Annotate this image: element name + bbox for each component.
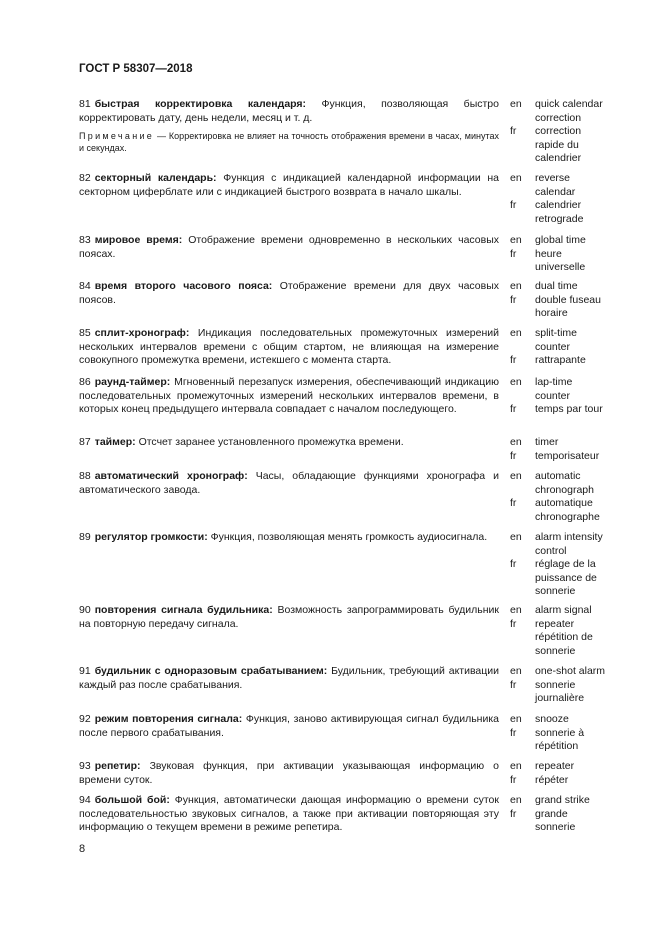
lang-en: en: [510, 794, 522, 806]
term-name: мировое время:: [94, 234, 183, 246]
english-equivalent: dual time: [535, 280, 578, 292]
term-definition: [79, 760, 499, 787]
term-definition: [79, 327, 499, 368]
english-equivalent: split-time: [535, 327, 578, 339]
french-equivalent: calendrier: [535, 152, 582, 165]
term-definition: [79, 376, 499, 417]
french-equivalent: retrograde: [535, 212, 584, 225]
english-equivalent: automatic: [535, 470, 581, 482]
english-equivalent: reverse: [535, 172, 571, 184]
term-text: Функция, позволяющая быстро корректировать дату, день недели, месяц и т. д.: [79, 98, 499, 124]
term-number: 83: [79, 234, 91, 246]
french-equivalent: sonnerie: [535, 644, 576, 657]
lang-fr: fr: [510, 247, 517, 260]
term-name: репетир:: [94, 760, 141, 772]
french-equivalent: heure: [535, 247, 562, 260]
english-equivalent: repeater: [535, 760, 575, 772]
lang-en: en: [510, 327, 522, 339]
english-equivalent: control: [535, 544, 567, 557]
term-name: время второго часового пояса:: [94, 280, 273, 292]
term-number: 86: [79, 376, 91, 388]
lang-fr: fr: [510, 617, 517, 630]
french-equivalent: réglage de la: [535, 558, 596, 571]
french-equivalent: journalière: [535, 692, 585, 705]
term-name: быстрая корректировка календаря:: [94, 98, 307, 110]
term-number: 90: [79, 604, 91, 616]
french-equivalent: chronographe: [535, 510, 600, 523]
english-equivalent: global time: [535, 234, 586, 246]
term-text: Отображение времени одновременно в нескольких часовых поясах.: [79, 234, 499, 260]
lang-fr: fr: [510, 354, 517, 367]
page-number: 8: [79, 843, 86, 855]
french-equivalent: rattrapante: [535, 354, 586, 367]
term-text: Индикация последовательных промежуточных измерений нескольких интервалов времени с общим стартом, не влияющая на измерение совокупного промежутка времени, истекшего с момента старта.: [79, 327, 499, 367]
term-name: большой бой:: [94, 794, 170, 806]
term-definition: [79, 234, 499, 261]
lang-fr: fr: [510, 199, 517, 212]
french-equivalent: grande: [535, 807, 568, 820]
term-definition: [79, 280, 499, 307]
french-equivalent: automatique: [535, 497, 593, 510]
english-equivalent: timer: [535, 436, 559, 448]
term-definition: [79, 604, 499, 631]
french-equivalent: universelle: [535, 261, 586, 274]
term-definition: [79, 436, 499, 450]
term-text: Отображение времени для двух часовых поясов.: [79, 280, 499, 306]
term-definition: [79, 470, 499, 497]
term-name: секторный календарь:: [94, 172, 217, 184]
lang-fr: fr: [510, 558, 517, 571]
term-number: 84: [79, 280, 91, 292]
term-text: Функция с индикацией календарной информации на секторном циферблате или с индикацией быстрого возврата в начало шкалы.: [79, 172, 500, 198]
english-equivalent: lap-time: [535, 376, 573, 388]
term-definition: [79, 713, 499, 740]
lang-fr: fr: [510, 773, 517, 786]
term-name: режим повторения сигнала:: [94, 713, 243, 725]
term-text: Отсчет заранее установленного промежутка времени.: [135, 436, 404, 448]
term-name: регулятор громкости:: [94, 531, 208, 543]
lang-en: en: [510, 234, 522, 246]
english-equivalent: chronograph: [535, 483, 594, 496]
lang-fr: fr: [510, 449, 517, 462]
note-text: — Корректировка не влияет на точность отображения времени в часах, минутах и секундах.: [79, 131, 499, 154]
lang-fr: fr: [510, 293, 517, 306]
term-text: Функция, позволяющая менять громкость аудиосигнала.: [207, 531, 488, 543]
lang-en: en: [510, 376, 522, 388]
french-equivalent: rapide du: [535, 138, 579, 151]
lang-fr: fr: [510, 125, 517, 138]
french-equivalent: répéter: [535, 773, 569, 786]
term-number: 91: [79, 665, 91, 677]
lang-en: en: [510, 665, 522, 677]
note-label: Примечание: [79, 131, 155, 142]
french-equivalent: horaire: [535, 307, 568, 320]
english-equivalent: alarm intensity: [535, 531, 603, 543]
term-definition: [79, 98, 499, 154]
french-equivalent: sonnerie: [535, 585, 576, 598]
term-number: 82: [79, 172, 91, 184]
term-number: 81: [79, 98, 91, 110]
term-number: 94: [79, 794, 91, 806]
french-equivalent: temps par tour: [535, 403, 603, 416]
english-equivalent: counter: [535, 340, 571, 353]
lang-en: en: [510, 604, 522, 616]
term-text: Возможность запрограммировать будильник на повторную передачу сигнала.: [79, 604, 499, 630]
term-number: 88: [79, 470, 91, 482]
term-name: автоматический хронограф:: [94, 470, 248, 482]
term-number: 87: [79, 436, 91, 448]
term-note: [79, 130, 499, 154]
term-name: таймер:: [94, 436, 136, 448]
lang-en: en: [510, 713, 522, 725]
french-equivalent: correction: [535, 125, 582, 138]
term-text: Звуковая функция, при активации указывающая информацию о времени суток.: [79, 760, 499, 786]
term-text: Будильник, требующий активации каждый раз после срабатывания.: [79, 665, 499, 691]
french-equivalent: sonnerie: [535, 821, 576, 834]
lang-en: en: [510, 760, 522, 772]
term-definition: [79, 665, 499, 692]
french-equivalent: sonnerie: [535, 678, 576, 691]
english-equivalent: grand strike: [535, 794, 590, 806]
term-name: сплит-хронограф:: [94, 327, 190, 339]
term-name: раунд-таймер:: [94, 376, 171, 388]
english-equivalent: calendar: [535, 185, 576, 198]
english-equivalent: snooze: [535, 713, 569, 725]
term-name: повторения сигнала будильника:: [94, 604, 273, 616]
french-equivalent: repeater: [535, 617, 575, 630]
lang-en: en: [510, 531, 522, 543]
english-equivalent: one-shot alarm: [535, 665, 606, 677]
term-number: 93: [79, 760, 91, 772]
french-equivalent: puissance de: [535, 571, 597, 584]
term-text: Часы, обладающие функциями хронографа и автоматического завода.: [79, 470, 499, 496]
lang-fr: fr: [510, 726, 517, 739]
term-name: будильник с одноразовым срабатыванием:: [94, 665, 328, 677]
term-text: Функция, заново активирующая сигнал будильника после первого срабатывания.: [79, 713, 500, 739]
french-equivalent: sonnerie à: [535, 726, 585, 739]
lang-en: en: [510, 436, 522, 448]
term-number: 85: [79, 327, 91, 339]
term-text: Функция, автоматически дающая информацию о времени суток последовательностью звуковых сигналов, а также при активации повторяющая эту информацию о текущем времени в режиме репетира.: [79, 794, 499, 834]
term-definition: [79, 531, 499, 545]
term-definition: [79, 794, 499, 835]
lang-en: en: [510, 172, 522, 184]
french-equivalent: temporisateur: [535, 449, 600, 462]
lang-en: en: [510, 280, 522, 292]
french-equivalent: répétition: [535, 740, 579, 753]
lang-fr: fr: [510, 807, 517, 820]
french-equivalent: calendrier: [535, 199, 582, 212]
term-number: 89: [79, 531, 91, 543]
french-equivalent: double fuseau: [535, 293, 601, 306]
english-equivalent: alarm signal: [535, 604, 592, 616]
document-header: ГОСТ Р 58307—2018: [79, 63, 193, 75]
french-equivalent: répétition de: [535, 631, 593, 644]
lang-fr: fr: [510, 403, 517, 416]
term-number: 92: [79, 713, 91, 725]
lang-en: en: [510, 470, 522, 482]
term-text: Мгновенный перезапуск измерения, обеспечивающий индикацию последовательных промежуточных измерений нескольких интервалов времени, в которых конец предыдущего интервала совпадает с началом последующего.: [79, 376, 499, 416]
english-equivalent: counter: [535, 389, 571, 402]
lang-fr: fr: [510, 678, 517, 691]
english-equivalent: quick calendar: [535, 98, 603, 110]
lang-fr: fr: [510, 497, 517, 510]
lang-en: en: [510, 98, 522, 110]
english-equivalent: correction: [535, 111, 582, 124]
term-definition: [79, 172, 499, 199]
